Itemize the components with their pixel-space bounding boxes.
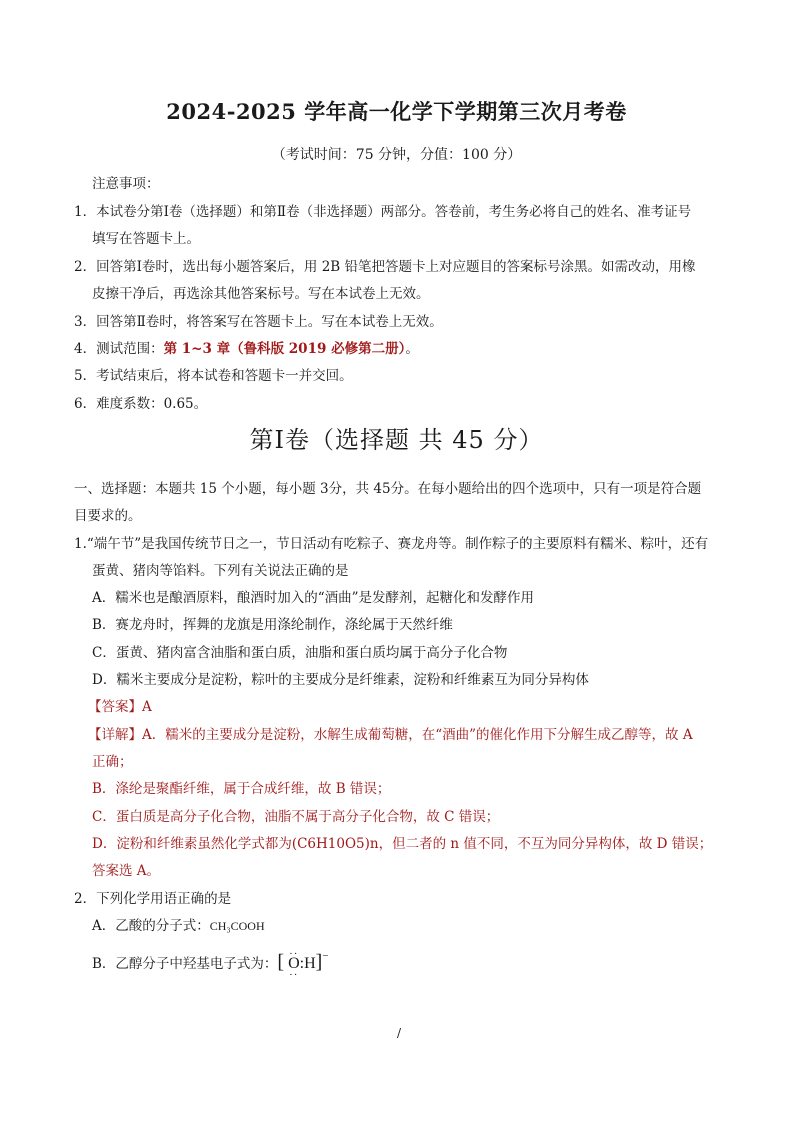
- charge-sign: −: [322, 950, 329, 962]
- exam-info: （考试时间：75 分钟，分值：100 分）: [271, 147, 522, 163]
- q1-answer: 【答案】A: [88, 699, 152, 715]
- close-bracket: ]: [315, 951, 323, 973]
- notes-heading: 注意事项：: [92, 176, 160, 192]
- hydroxyl-electron-formula: [ ·· O ··:H]−: [277, 955, 328, 972]
- hydrogen-atom: H: [304, 955, 316, 972]
- page-title: 2024-2025 学年高一化学下学期第三次月考卷: [166, 99, 627, 124]
- q2-stem: 2．下列化学用语正确的是: [74, 891, 232, 907]
- page-footer-mark: /: [397, 1026, 402, 1040]
- test-scope: 第 1~3 章（鲁科版 2019 必修第二册）: [163, 341, 406, 357]
- note-4-prefix: 4．测试范围：: [74, 341, 164, 357]
- note-2-line-2: 皮擦干净后，再选涂其他答案标号。写在本试卷上无效。: [92, 286, 430, 302]
- note-6: 6．难度系数：0.65。: [74, 396, 208, 412]
- q2-option-a-label: A．乙酸的分子式：: [92, 918, 210, 934]
- q1-detail-c: C．蛋白质是高分子化合物，油脂不属于高分子化合物，故 C 错误；: [92, 809, 500, 825]
- q1-detail-b: B．涤纶是聚酯纤维，属于合成纤维，故 B 错误；: [92, 781, 391, 797]
- open-bracket: [: [277, 951, 285, 973]
- q1-option-a: A．糯米也是酿酒原料，酿酒时加入的“酒曲”是发酵剂，起糖化和发酵作用: [92, 590, 535, 606]
- note-5: 5．考试结束后，将本试卷和答题卡一并交回。: [74, 368, 353, 384]
- section-intro-line-1: 一、选择题：本题共 15 个小题，每小题 3分，共 45分。在每小题给出的四个选项中，只有一项是符合题: [74, 481, 702, 497]
- q1-detail-d: D．淀粉和纤维素虽然化学式都为(C6H10O5)n，但二者的 n 值不同，不互为同分异构体，故 D 错误；: [92, 836, 713, 852]
- q1-detail-line-2: 正确；: [92, 754, 133, 770]
- note-1-line-1: 1．本试卷分第Ⅰ卷（选择题）和第Ⅱ卷（非选择题）两部分。答卷前，考生务必将自己的姓名、准考证号: [74, 204, 692, 220]
- note-2-line-1: 2．回答第Ⅰ卷时，选出每小题答案后，用 2B 铅笔把答题卡上对应题目的答案标号涂黑。如需改动，用橡: [74, 259, 696, 275]
- q1-detail-end: 答案选 A。: [92, 863, 161, 879]
- section-intro-line-2: 目要求的。: [74, 508, 142, 524]
- q2-option-b-label: B．乙醇分子中羟基电子式为：: [92, 956, 278, 972]
- note-3: 3．回答第Ⅱ卷时，将答案写在答题卡上。写在本试卷上无效。: [74, 314, 443, 330]
- q1-option-d: D．糯米主要成分是淀粉，粽叶的主要成分是纤维素，淀粉和纤维素互为同分异构体: [92, 672, 589, 688]
- q1-option-c: C．蛋黄、猪肉富含油脂和蛋白质，油脂和蛋白质均属于高分子化合物: [92, 645, 508, 661]
- q2-option-b: [92, 946, 329, 974]
- acetic-acid-formula: CH₃COOH: [209, 919, 265, 933]
- q1-detail-line-1: 【详解】A．糯米的主要成分是淀粉，水解生成葡萄糖，在“酒曲”的催化作用下分解生成乙醇等，故 A: [88, 727, 693, 743]
- note-1-line-2: 填写在答题卡上。: [92, 231, 200, 247]
- section-title: 第Ⅰ卷（选择题 共 45 分）: [249, 426, 544, 454]
- note-4-suffix: 。: [405, 341, 419, 357]
- q1-stem-line-1: 1.“端午节”是我国传统节日之一，节日活动有吃粽子、赛龙舟等。制作粽子的主要原料有糯米、粽叶，还有: [74, 536, 709, 552]
- q1-option-b: B．赛龙舟时，挥舞的龙旗是用涤纶制作，涤纶属于天然纤维: [92, 617, 453, 633]
- q2-option-a: [92, 916, 265, 936]
- note-4: [74, 339, 419, 359]
- oxygen-atom: ·· O ··: [288, 954, 300, 974]
- q1-stem-line-2: 蛋黄、猪肉等馅料。下列有关说法正确的是: [92, 563, 349, 579]
